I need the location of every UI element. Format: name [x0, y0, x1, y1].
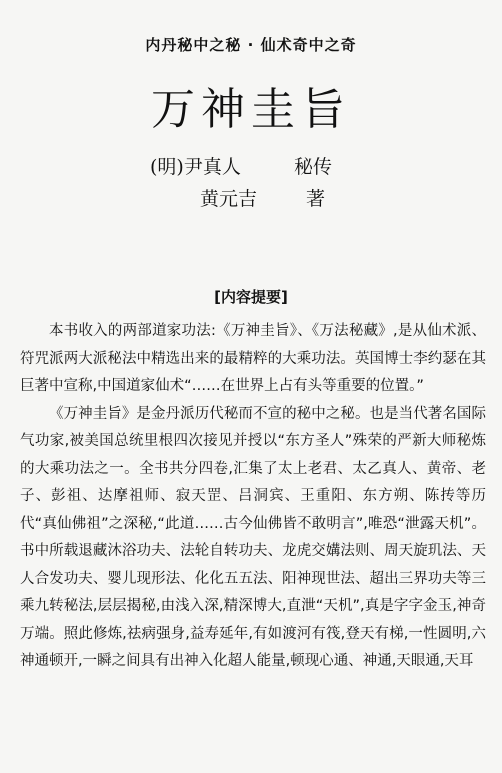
paragraph: 本书收入的两部道家功法:《万神圭旨》、《万法秘藏》,是从仙术派、符咒派两大派秘法中精选出来的最精粹的大乘功法。英国博士李约瑟在其巨著中宣称,中国道家仙术“……在世界上占有头等重要的位置。”	[20, 323, 486, 394]
summary-heading: [内容提要]	[214, 288, 288, 306]
paragraph: 《万神圭旨》是金丹派历代秘而不宣的秘中之秘。也是当代著名国际气功家,被美国总统里根四次接见并授以“东方圣人”殊荣的严新大师秘炼的大乘功法之一。全书共分四卷,汇集了太上老君、太乙真人、黄帝、老子、彭祖、达摩祖师、寂天罡、吕洞宾、王重阳、东方朔、陈抟等历代“真仙佛祖”之深秘,“此道……古今仙佛皆不敢明言”,唯恐“泄露天机”。书中所载退藏沐浴功夫、法轮自转功夫、龙虎交媾法则、周天旋玑法、天人合发功夫、婴儿现形法、化化五五法、阳神现世法、超出三界功夫等三乘九转秘法,层层揭秘,由浅入深,精深博大,直泄“天机”,真是字字金玉,神奇万端。照此修炼,祛病强身,益寿延年,有如渡河有筏,登天有梯,一性圆明,六神通顿开,一瞬之间具有出神入化超人能量,顿现心通、神通,天眼通,天耳	[20, 405, 486, 669]
author-role: 著	[306, 188, 326, 210]
author-role: 秘传	[294, 156, 333, 178]
book-title: 万神圭旨	[151, 84, 351, 135]
summary-body	[20, 318, 486, 676]
series-title: 内丹秘中之秘 · 仙术奇中之奇	[145, 36, 357, 54]
author-name: (明)尹真人	[150, 156, 241, 178]
author-name: 黄元吉	[200, 188, 258, 210]
